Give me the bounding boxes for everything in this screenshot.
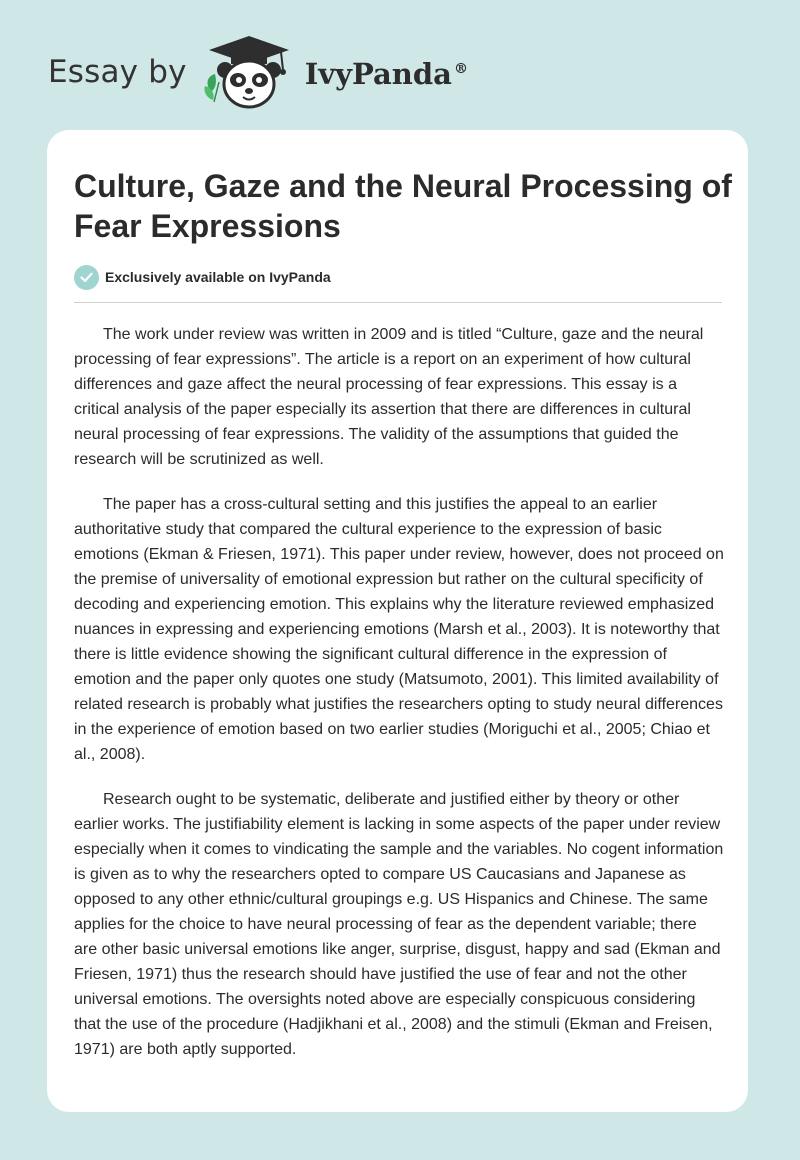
essay-paragraph: Research ought to be systematic, deliberate and justified either by theory or other earlier works. The justifiability element is lacking in some aspects of the paper under review especially when it comes to vindicating the sample and the variables. No cogent information is given as to why the researchers opted to compare US Caucasians and Japanese as opposed to any other ethnic/cultural groupings e.g. US Hispanics and Chinese. The same applies for the choice to have neural processing of fear as the dependent variable; there are other basic universal emotions like anger, surprise, disgust, happy and sad (Ekman and Friesen, 1971) thus the research should have justified the use of fear and not the other universal emotions. The oversights noted above are especially conspicuous considering that the use of the procedure (Hadjikhani et al., 2008) and the stimuli (Ekman and Freisen, 1971) are both aptly supported. (74, 791, 724, 1058)
essay-paragraph: The work under review was written in 2009 and is titled “Culture, gaze and the neural processing of fear expressions”. The article is a report on an experiment of how cultural differences and gaze affect the neural processing of fear expressions. This essay is a critical analysis of the paper especially its assertion that there are differences in cultural neural processing of fear expressions. The validity of the assumptions that guided the research will be scrutinized as well. (74, 326, 704, 468)
check-circle-icon (74, 265, 99, 290)
essay-card (47, 130, 748, 1112)
panda-graduate-icon (201, 34, 297, 110)
exclusive-badge (74, 264, 331, 290)
exclusive-label: Exclusively available on IvyPanda (105, 269, 331, 285)
brand-prefix: Essay by (48, 54, 187, 90)
essay-body (74, 322, 724, 1082)
divider (74, 302, 722, 303)
essay-title: Culture, Gaze and the Neural Processing of Fear Expressions (74, 168, 732, 244)
brand-header[interactable] (48, 34, 468, 110)
brand-name: IvyPanda ® (304, 57, 468, 91)
registered-mark: ® (453, 61, 468, 78)
essay-paragraph: The paper has a cross-cultural setting and this justifies the appeal to an earlier authoritative study that compared the cultural experience to the expression of basic emotions (Ekman & Friesen, 1971). This paper under review, however, does not proceed on the premise of universality of emotional expression but rather on the cultural specificity of decoding and experiencing emotion. This explains why the literature reviewed emphasized nuances in expressing and experiencing emotions (Marsh et al., 2003). It is noteworthy that there is little evidence showing the significant cultural difference in the expression of emotion and the paper only quotes one study (Matsumoto, 2001). This limited availability of related research is probably what justifies the researchers opting to study neural differences in the experience of emotion based on two earlier studies (Moriguchi et al., 2005; Chiao et al., 2008). (74, 496, 724, 763)
